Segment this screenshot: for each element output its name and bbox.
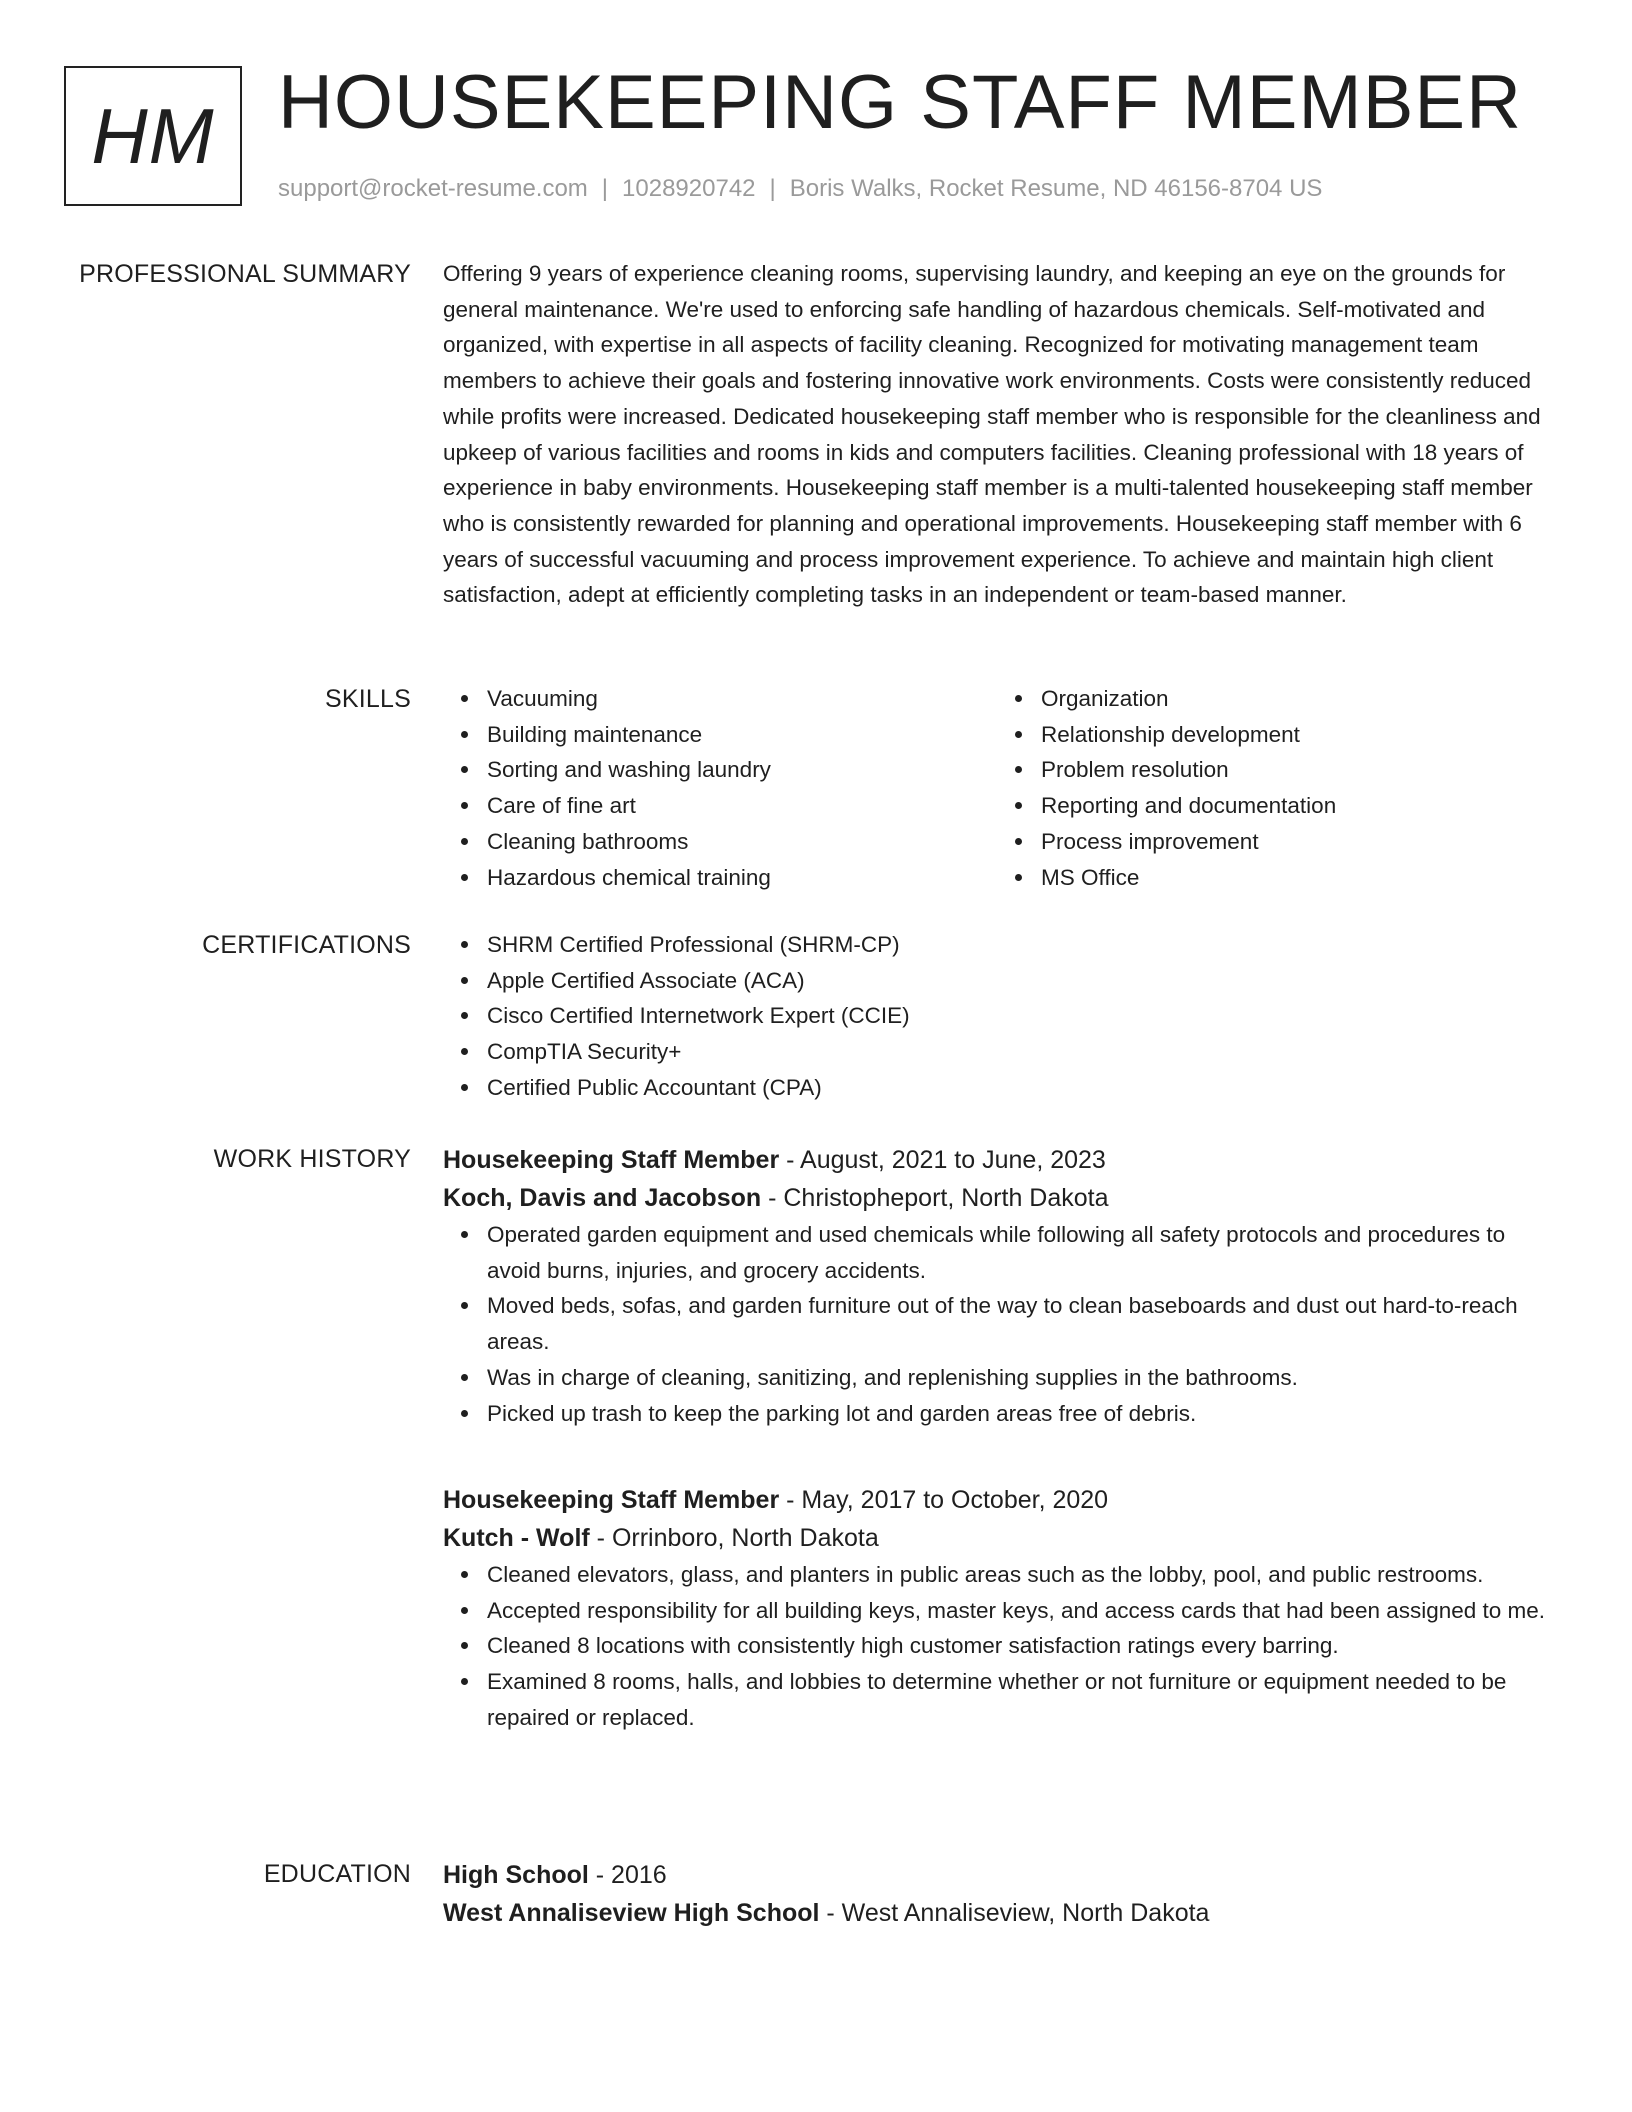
- job-duties-list: [443, 1557, 1551, 1736]
- skill-item: Reporting and documentation: [1041, 788, 1551, 824]
- job-duty-item: Operated garden equipment and used chemicals while following all safety protocols and procedures to avoid burns, injuries, and grocery accidents.: [487, 1217, 1551, 1288]
- job-location: - Orrinboro, North Dakota: [589, 1524, 879, 1552]
- job-duty-item: Moved beds, sofas, and garden furniture out of the way to clean baseboards and dust out hard-to-reach areas.: [487, 1288, 1551, 1359]
- job-duty-item: Accepted responsibility for all building keys, master keys, and access cards that had been assigned to me.: [487, 1593, 1551, 1629]
- education-degree: High School: [443, 1861, 589, 1889]
- skill-item: Sorting and washing laundry: [487, 752, 997, 788]
- job-title-line: [443, 1141, 1551, 1179]
- education-school-line: [443, 1894, 1551, 1932]
- job-title: Housekeeping Staff Member: [443, 1486, 780, 1514]
- contact-phone[interactable]: 1028920742: [622, 175, 756, 202]
- job-company: Koch, Davis and Jacobson: [443, 1184, 762, 1212]
- job-duty-item: Examined 8 rooms, halls, and lobbies to determine whether or not furniture or equipment needed to be repaired or replaced.: [487, 1664, 1551, 1735]
- job-company-line: [443, 1179, 1551, 1217]
- certifications-heading: CERTIFICATIONS: [202, 931, 411, 959]
- certification-item: Apple Certified Associate (ACA): [487, 963, 1551, 999]
- skills-heading: SKILLS: [325, 685, 411, 713]
- skill-item: Building maintenance: [487, 717, 997, 753]
- job-entry: [443, 1141, 1551, 1431]
- skill-item: Organization: [1041, 681, 1551, 717]
- job-location: - Christopheport, North Dakota: [761, 1184, 1109, 1212]
- skill-item: Relationship development: [1041, 717, 1551, 753]
- education-entry: [443, 1856, 1551, 1932]
- resume-name-title: HOUSEKEEPING STAFF MEMBER: [278, 60, 1522, 145]
- skill-item: Problem resolution: [1041, 752, 1551, 788]
- skill-item: Care of fine art: [487, 788, 997, 824]
- certification-item: Cisco Certified Internetwork Expert (CCIE): [487, 998, 1551, 1034]
- contact-line: [278, 174, 1322, 204]
- skill-item: Process improvement: [1041, 824, 1551, 860]
- job-dates: - August, 2021 to June, 2023: [779, 1146, 1106, 1174]
- job-company-line: [443, 1519, 1551, 1557]
- certifications-body: [443, 927, 1551, 1106]
- skill-item: MS Office: [1041, 860, 1551, 896]
- monogram-logo: HM: [64, 66, 242, 206]
- job-duty-item: Cleaned 8 locations with consistently high customer satisfaction ratings every barring.: [487, 1628, 1551, 1664]
- contact-address: Boris Walks, Rocket Resume, ND 46156-8704 US: [789, 175, 1323, 202]
- certification-item: SHRM Certified Professional (SHRM-CP): [487, 927, 1551, 963]
- job-title: Housekeeping Staff Member: [443, 1146, 780, 1174]
- contact-email[interactable]: support@rocket-resume.com: [278, 175, 588, 202]
- job-company: Kutch - Wolf: [443, 1524, 590, 1552]
- skills-list-left: [443, 681, 997, 895]
- job-duty-item: Cleaned elevators, glass, and planters in public areas such as the lobby, pool, and public restrooms.: [487, 1557, 1551, 1593]
- skill-item: Cleaning bathrooms: [487, 824, 997, 860]
- job-duties-list: [443, 1217, 1551, 1431]
- education-year: - 2016: [588, 1861, 667, 1889]
- certification-item: Certified Public Accountant (CPA): [487, 1070, 1551, 1106]
- summary-text: Offering 9 years of experience cleaning rooms, supervising laundry, and keeping an eye on the grounds for general maintenance. We're used to enforcing safe handling of hazardous chemicals. Self-motivated and organized, with expertise in all aspects of facility cleaning. Recognized for motivating management team members to achieve their goals and fostering innovative work environments. Costs were consistently reduced while profits were increased. Dedicated housekeeping staff member who is responsible for the cleanliness and upkeep of various facilities and rooms in kids and computers facilities. Cleaning professional with 18 years of experience in baby environments. Housekeeping staff member is a multi-talented housekeeping staff member who is consistently rewarded for planning and operational improvements. Housekeeping staff member with 6 years of successful vacuuming and process improvement experience. To achieve and maintain high client satisfaction, adept at efficiently completing tasks in an independent or team-based manner.: [443, 261, 1541, 608]
- skills-list-right: [997, 681, 1551, 895]
- education-degree-line: [443, 1856, 1551, 1894]
- work-history-heading: WORK HISTORY: [213, 1145, 411, 1173]
- education-location: - West Annaliseview, North Dakota: [819, 1899, 1210, 1927]
- skill-item: Vacuuming: [487, 681, 997, 717]
- contact-separator: |: [769, 175, 776, 202]
- education-school: West Annaliseview High School: [443, 1899, 820, 1927]
- certification-item: CompTIA Security+: [487, 1034, 1551, 1070]
- contact-separator: |: [601, 175, 609, 202]
- job-duty-item: Picked up trash to keep the parking lot and garden areas free of debris.: [487, 1396, 1551, 1432]
- skill-item: Hazardous chemical training: [487, 860, 997, 896]
- certifications-list: [443, 927, 1551, 1106]
- skills-columns: [443, 681, 1551, 895]
- job-entry: [443, 1481, 1551, 1736]
- job-title-line: [443, 1481, 1551, 1519]
- job-duty-item: Was in charge of cleaning, sanitizing, and replenishing supplies in the bathrooms.: [487, 1360, 1551, 1396]
- summary-heading: PROFESSIONAL SUMMARY: [79, 260, 411, 288]
- education-heading: EDUCATION: [263, 1860, 411, 1888]
- job-dates: - May, 2017 to October, 2020: [779, 1486, 1109, 1514]
